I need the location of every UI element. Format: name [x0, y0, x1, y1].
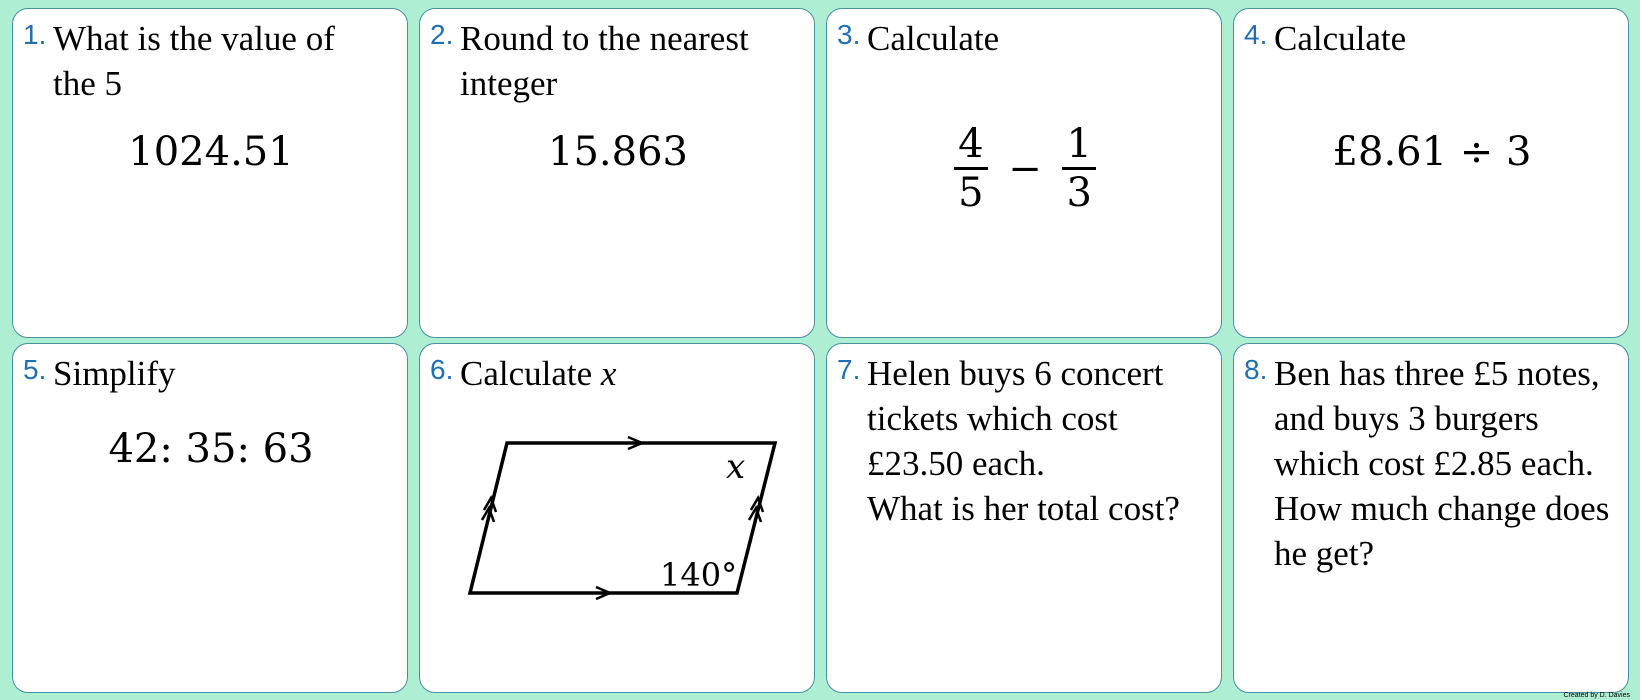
question-card-8: [1233, 343, 1629, 693]
question-line-text: Calculate: [460, 354, 601, 393]
credit-text: Created by D. Davies: [1563, 692, 1630, 699]
angle-label: 140°: [660, 556, 738, 594]
question-number: 8.: [1244, 354, 1268, 385]
question-line: Ben has three £5 notes,: [1274, 354, 1600, 393]
question-line: he get?: [1274, 534, 1375, 573]
question-line: What is the value of: [53, 19, 335, 58]
question-line: Calculate: [867, 19, 1000, 58]
numerator: 4: [958, 121, 984, 167]
question-card-4: [1233, 8, 1629, 338]
denominator: 5: [958, 170, 984, 216]
question-line: integer: [460, 64, 558, 103]
question-card-7: [826, 343, 1222, 693]
question-card-2: [419, 8, 815, 338]
fraction-b: [1064, 121, 1093, 216]
question-line: Round to the nearest: [460, 19, 749, 58]
question-number: 5.: [23, 354, 47, 385]
question-text: [460, 16, 749, 106]
question-text: [1274, 351, 1609, 576]
question-number: 7.: [837, 354, 861, 385]
denominator: 3: [1066, 170, 1092, 216]
numerator: 1: [1066, 121, 1092, 167]
question-line: tickets which cost: [867, 399, 1118, 438]
question-number: 1.: [23, 19, 47, 50]
question-line: Simplify: [53, 354, 176, 393]
question-number: 3.: [837, 19, 861, 50]
question-card-3: [826, 8, 1222, 338]
question-text: [1274, 16, 1406, 61]
question-text: [867, 16, 999, 61]
question-card-1: [12, 8, 408, 338]
question-line: which cost £2.85 each.: [1274, 444, 1594, 483]
variable-x: x: [600, 354, 617, 393]
question-text: [53, 351, 176, 396]
question-line: the 5: [53, 64, 123, 103]
question-line: Calculate: [1274, 19, 1407, 58]
question-line: and buys 3 burgers: [1274, 399, 1539, 438]
question-line: What is her total cost?: [867, 489, 1180, 528]
question-expression: 1024.51: [128, 129, 294, 175]
question-line: £23.50 each.: [867, 444, 1045, 483]
unknown-angle-label: x: [726, 447, 746, 487]
question-number: 6.: [430, 354, 454, 385]
question-number: 4.: [1244, 19, 1268, 50]
question-text: [53, 16, 335, 106]
question-line: Helen buys 6 concert: [867, 354, 1164, 393]
question-text: [867, 351, 1180, 531]
fraction-expression: [827, 121, 1223, 216]
question-expression: 15.863: [548, 129, 688, 175]
question-card-5: [12, 343, 408, 693]
ratio-expression: 42: 35: 63: [108, 426, 314, 472]
fraction-a: [956, 121, 985, 216]
parallelogram-diagram: [420, 344, 816, 694]
question-expression: £8.61 ÷ 3: [1332, 129, 1532, 175]
minus-operator: −: [1008, 145, 1042, 192]
question-number: 2.: [430, 19, 454, 50]
question-line: How much change does: [1274, 489, 1610, 528]
question-card-6: [419, 343, 815, 693]
